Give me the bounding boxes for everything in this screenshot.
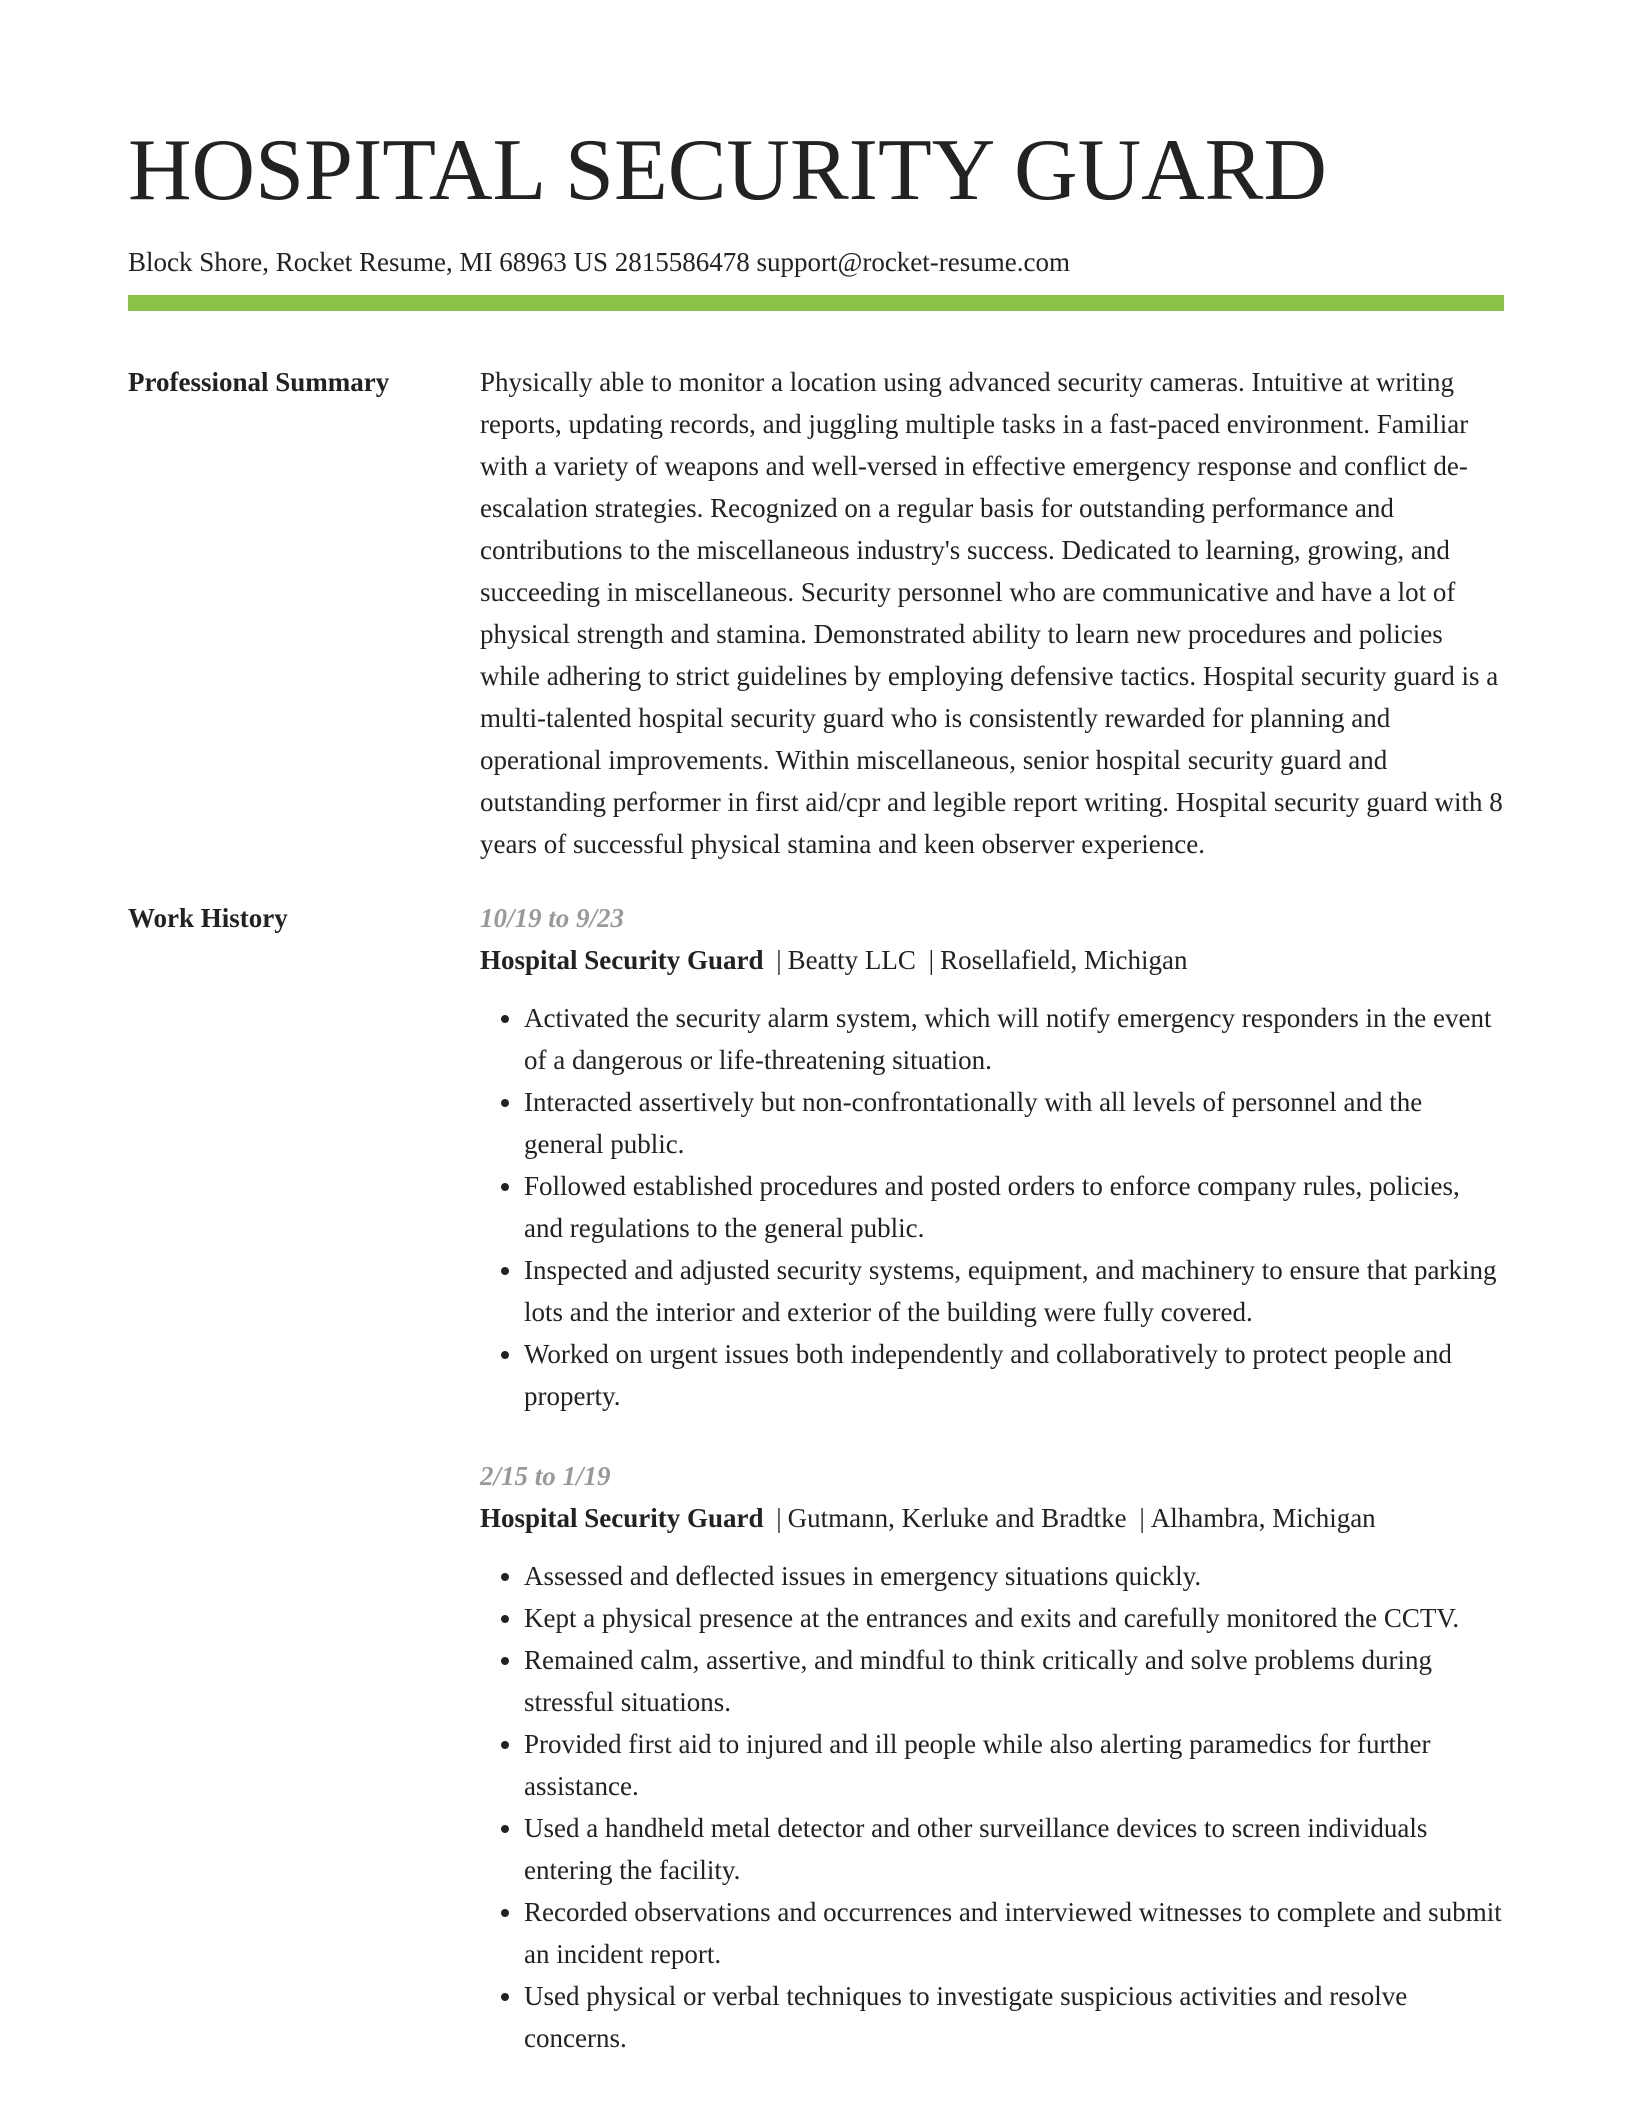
summary-text: Physically able to monitor a location using advanced security cameras. Intuitive at writing reports, updating records, and juggling multiple tasks in a fast-paced environment. Familiar with a variety of weapons and well-versed in effective emergency response and conflict de-escalation strategies. Recognized on a regular basis for outstanding performance and contributions to the miscellaneous industry's success. Dedicated to learning, growing, and succeeding in miscellaneous. Security personnel who are communicative and have a lot of physical strength and stamina. Demonstrated ability to learn new procedures and policies while adhering to strict guidelines by employing defensive tactics. Hospital security guard is a multi-talented hospital security guard who is consistently rewarded for planning and operational improvements. Within miscellaneous, senior hospital security guard and outstanding performer in first aid/cpr and legible report writing. Hospital security guard with 8 years of successful physical stamina and keen observer experience. (480, 367, 1503, 859)
list-item: • Remained calm, assertive, and mindful to think critically and solve problems during stressful situations. (524, 1639, 1504, 1723)
resume-page (128, 0, 1504, 2059)
list-item: • Inspected and adjusted security systems, equipment, and machinery to ensure that parking lots and the interior and exterior of the building were fully covered. (524, 1249, 1504, 1333)
job-bullet-list (480, 1555, 1504, 2059)
list-item: • Used a handheld metal detector and other surveillance devices to screen individuals entering the facility. (524, 1807, 1504, 1891)
list-item: • Kept a physical presence at the entrances and exits and carefully monitored the CCTV. (524, 1597, 1504, 1639)
job-company: Beatty LLC (787, 945, 916, 975)
job-dates: 10/19 to 9/23 (480, 903, 625, 933)
contact-phone: 2815586478 (614, 247, 750, 277)
separator: | (776, 1503, 782, 1533)
contact-line (128, 244, 1504, 280)
summary-heading: Professional Summary (128, 367, 390, 397)
job-title: Hospital Security Guard (480, 1503, 764, 1533)
work-history-section (128, 897, 1504, 2059)
contact-email: support@rocket-resume.com (756, 247, 1070, 277)
separator: | (928, 945, 935, 975)
list-item: • Interacted assertively but non-confrontationally with all levels of personnel and the general public. (524, 1081, 1504, 1165)
job-entry (480, 1455, 1504, 2059)
job-bullet-list (480, 997, 1504, 1417)
list-item: • Activated the security alarm system, which will notify emergency responders in the event of a dangerous or life-threatening situation. (524, 997, 1504, 1081)
job-dates: 2/15 to 1/19 (480, 1461, 611, 1491)
list-item: • Assessed and deflected issues in emergency situations quickly. (524, 1555, 1504, 1597)
job-header (480, 1497, 1504, 1539)
separator: | (776, 945, 782, 975)
accent-divider (128, 295, 1504, 311)
list-item: • Used physical or verbal techniques to investigate suspicious activities and resolve concerns. (524, 1975, 1504, 2059)
contact-address: Block Shore, Rocket Resume, MI 68963 US (128, 247, 608, 277)
job-location: Alhambra, Michigan (1150, 1503, 1376, 1533)
list-item: • Followed established procedures and posted orders to enforce company rules, policies, and regulations to the general public. (524, 1165, 1504, 1249)
page-title: HOSPITAL SECURITY GUARD (128, 122, 1327, 219)
job-company: Gutmann, Kerluke and Bradtke (787, 1503, 1127, 1533)
work-history-heading: Work History (128, 903, 288, 933)
list-item: • Recorded observations and occurrences and interviewed witnesses to complete and submit an incident report. (524, 1891, 1504, 1975)
job-title: Hospital Security Guard (480, 945, 764, 975)
summary-section (128, 361, 1504, 865)
separator: | (1139, 1503, 1145, 1533)
job-entry (480, 897, 1504, 1417)
job-header (480, 939, 1504, 981)
list-item: • Provided first aid to injured and ill people while also alerting paramedics for further assistance. (524, 1723, 1504, 1807)
list-item: • Worked on urgent issues both independently and collaboratively to protect people and property. (524, 1333, 1504, 1417)
job-location: Rosellafield, Michigan (940, 945, 1188, 975)
